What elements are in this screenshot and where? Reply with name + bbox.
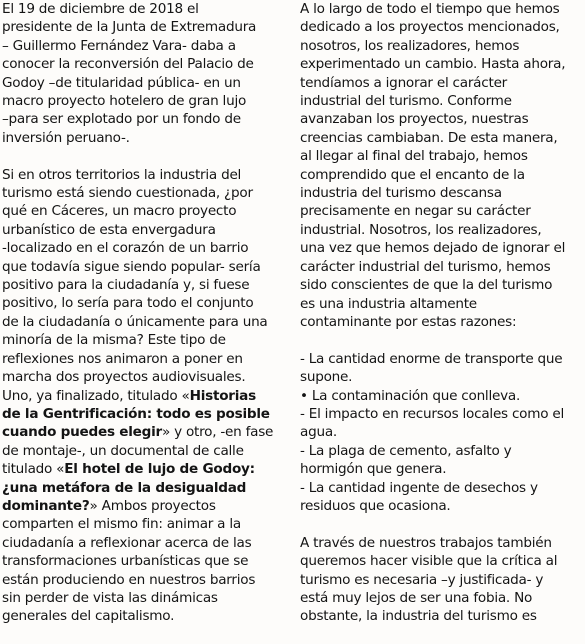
text-line: tendíamos a ignorar el carácter [300, 74, 508, 91]
text-line: turismo es necesaria –y justificada- y [300, 571, 544, 588]
text-line: macro proyecto hotelero de gran lujo [2, 93, 247, 110]
text-line: minoría de la misma? Este tipo de [2, 332, 226, 349]
text-line: reflexiones nos animaron a poner en [2, 350, 243, 367]
text-line: qué en Cáceres, un macro proyecto [2, 203, 237, 220]
line-text: » Ambos proyectos [89, 497, 216, 514]
text-line: Si en otros territorios la industria del [2, 166, 242, 183]
text-line: avanzaban los proyectos, nuestras [300, 111, 529, 128]
reasons-list [300, 350, 583, 516]
text-line: dedicado a los proyectos mencionados, [300, 19, 560, 36]
text-line [2, 497, 285, 515]
text-line: El 19 de diciembre de 2018 el [2, 1, 199, 17]
text-line: positivo, lo sería para todo el conjunto [2, 295, 254, 312]
paragraph-critique [300, 534, 583, 626]
text-line: positivo para la ciudadanía y, si fuese [2, 277, 250, 294]
film-title-1: cuando puedes elegir [2, 424, 162, 441]
text-line: comparten el mismo fin: animar a la [2, 516, 241, 533]
text-line: creencias cambiaban. De esta manera, [300, 129, 558, 146]
text-line: están produciendo en nuestros barrios [2, 571, 256, 588]
text-line: industrial. Nosotros, los realizadores, [300, 221, 542, 238]
text-line: queremos hacer visible que la crítica al [300, 553, 558, 570]
right-column [300, 0, 583, 626]
text-line: contaminante por estas razones: [300, 313, 517, 330]
text-line: generales del capitalismo. [2, 608, 175, 625]
text-line: que todavía sigue siendo popular- sería [2, 258, 261, 275]
list-item: residuos que ocasiona. [300, 497, 451, 514]
text-line: – Guillermo Fernández Vara- daba a [2, 37, 236, 54]
text-line: sin perder de vista las dinámicas [2, 589, 218, 606]
text-line: A través de nuestros trabajos también [300, 534, 552, 551]
text-line: marcha dos proyectos audiovisuales. [2, 369, 246, 386]
text-line: industria del turismo descansa [300, 185, 502, 202]
text-line: de la ciudadanía o únicamente para una [2, 313, 268, 330]
text-line: de montaje-, un documental de calle [2, 442, 244, 459]
text-line: carácter industrial del turismo, hemos [300, 258, 551, 275]
left-column [2, 0, 285, 644]
text-line: una vez que hemos dejado de ignorar el [300, 240, 566, 257]
text-line: obstante, la industria del turismo es [300, 608, 537, 625]
list-item: supone. [300, 369, 353, 386]
text-line: sido conscientes de que la del turismo [300, 277, 553, 294]
text-line [2, 387, 285, 405]
film-title-2: dominante? [2, 497, 90, 514]
list-item: • La contaminación que conlleva. [300, 387, 521, 404]
film-title-2: ¿una metáfora de la desigualdad [2, 479, 247, 496]
text-line: A lo largo de todo el tiempo que hemos [300, 1, 560, 17]
text-line: presidente de la Junta de Extremadura [2, 19, 257, 36]
text-line [2, 460, 285, 478]
line-text: » y otro, -en fase [161, 424, 274, 441]
film-title-2: El hotel de lujo de Godoy: [64, 461, 255, 478]
list-item: - La cantidad ingente de desechos y [300, 479, 538, 496]
text-line: ciudadanía a reflexionar acerca de las [2, 534, 252, 551]
text-line: -localizado en el corazón de un barrio [2, 240, 249, 257]
text-line: nosotros, los realizadores, hemos [300, 37, 520, 54]
text-line [2, 423, 285, 441]
list-item: - La plaga de cemento, asfalto y [300, 442, 512, 459]
text-line: industrial del turismo. Conforme [300, 93, 512, 110]
text-line: al llegar al final del trabajo, hemos [300, 148, 528, 165]
paragraph-change [300, 0, 583, 331]
text-line: precisamente en negar su carácter [300, 203, 531, 220]
text-line: experimentado un cambio. Hasta ahora, [300, 56, 566, 73]
paragraph-intro [2, 0, 285, 147]
list-item: - El impacto en recursos locales como el [300, 405, 565, 422]
film-title-1: Historias [189, 387, 256, 404]
line-text: Uno, ya finalizado, titulado « [2, 387, 190, 404]
text-line: inversión peruano-. [2, 129, 130, 146]
film-title-1: de la Gentrificación: todo es posible [2, 405, 270, 422]
text-line: turismo está siendo cuestionada, ¿por [2, 185, 253, 202]
text-line: –para ser explotado por un fondo de [2, 111, 241, 128]
text-line: está muy lejos de ser una fobia. No [300, 589, 533, 606]
paragraph-question [2, 166, 285, 626]
list-item: - La cantidad enorme de transporte que [300, 350, 563, 367]
list-item: hormigón que genera. [300, 461, 447, 478]
list-item: agua. [300, 424, 337, 441]
text-line: Godoy –de titularidad pública- en un [2, 74, 241, 91]
line-text: titulado « [2, 461, 65, 478]
text-line: transformaciones urbanísticas que se [2, 553, 249, 570]
text-line: conocer la reconversión del Palacio de [2, 56, 254, 73]
text-line: urbanístico de esta envergadura [2, 221, 216, 238]
text-line: comprendido que el encanto de la [300, 166, 525, 183]
text-line: es una industria altamente [300, 295, 477, 312]
